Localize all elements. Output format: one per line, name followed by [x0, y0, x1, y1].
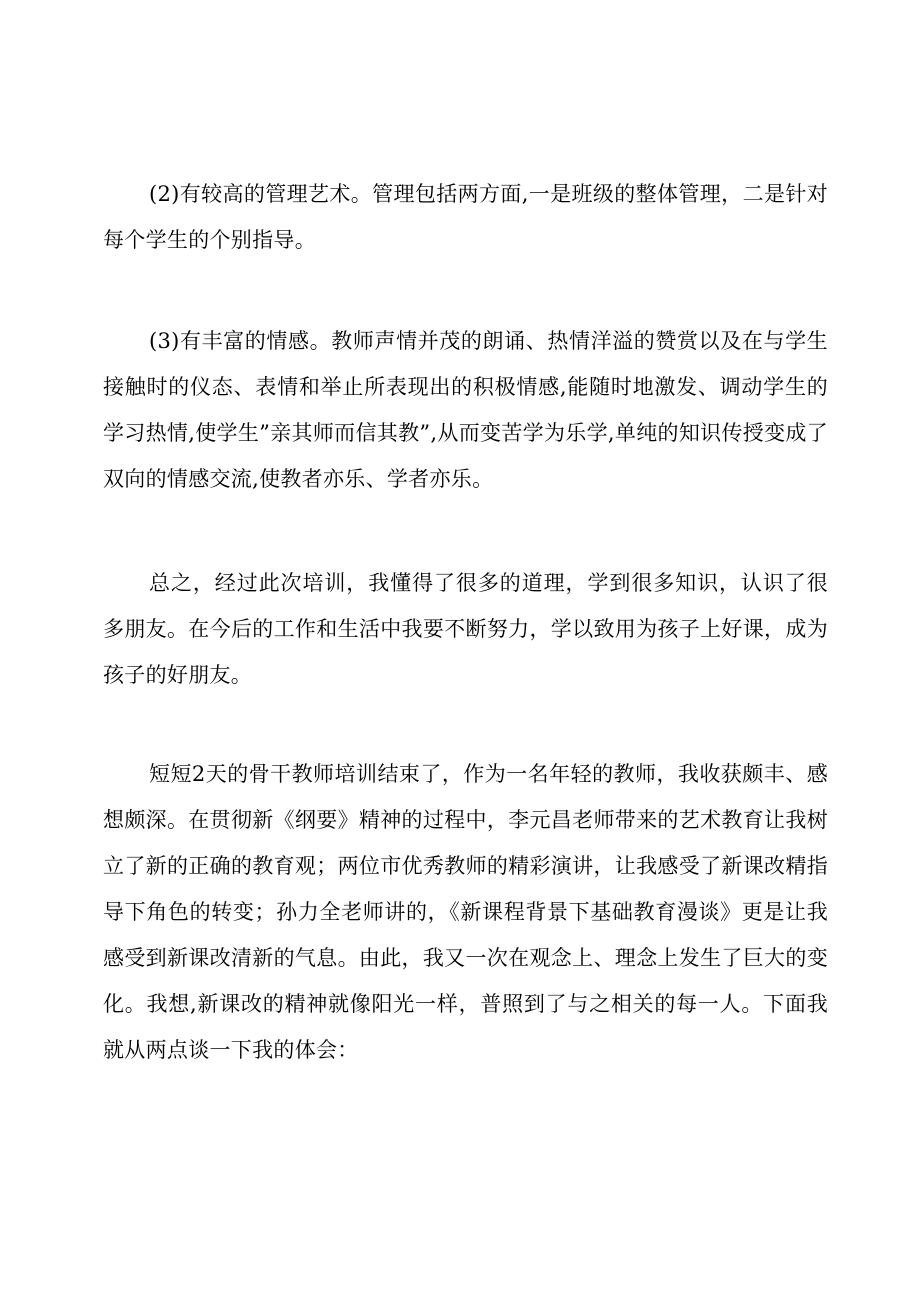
paragraph-training-reflection: 短短2天的骨干教师培训结束了，作为一名年轻的教师，我收获颇丰、感想颇深。在贯彻新《纲要》精神的过程中，李元昌老师带来的艺术教育让我树立了新的正确的教育观；两位市优秀教师的精彩演讲，让我感受了新课改精指导下角色的转变；孙力全老师讲的，《新课程背景下基础教育漫谈》更是让我感受到新课改清新的气息。由此，我又一次在观念上、理念上发生了巨大的变化。我想,新课改的精神就像阳光一样，普照到了与之相关的每一人。下面我就从两点谈一下我的体会：: [103, 762, 828, 1062]
paragraph-management-art: (2)有较高的管理艺术。管理包括两方面,一是班级的整体管理，二是针对每个学生的个别指导。: [103, 182, 828, 252]
paragraph-summary: 总之，经过此次培训，我懂得了很多的道理，学到很多知识，认识了很多朋友。在今后的工作和生活中我要不断努力，学以致用为孩子上好课，成为孩子的好朋友。: [103, 571, 828, 687]
paragraph-rich-emotion: (3)有丰富的情感。教师声情并茂的朗诵、热情洋溢的赞赏以及在与学生接触时的仪态、表情和举止所表现出的积极情感,能随时地激发、调动学生的学习热情,使学生”亲其师而信其教”,从而变苦学为乐学,单纯的知识传授变成了双向的情感交流,使教者亦乐、学者亦乐。: [103, 329, 828, 491]
